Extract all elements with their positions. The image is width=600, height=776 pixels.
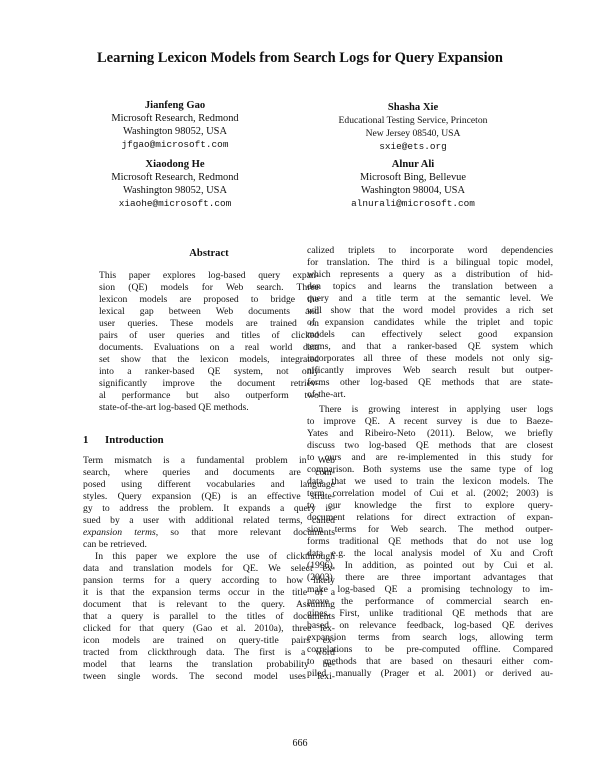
body-line: styles. Query expansion (QE) is an effective strate- [83,491,335,502]
body-line: clicked for that query (Gao et al. 2010a), three lex- [83,623,335,634]
abstract-line: set show that the lexicon models, integrated [99,354,319,365]
author-name: Alnur Ali [391,159,435,170]
abstract-line: into a ranker-based QE system, not only [99,366,319,377]
page-number: 666 [292,738,308,749]
body-line: correlations to be pre-computed offline. Compared [307,644,553,655]
author-address: Washington 98004, USA [361,185,465,196]
body-line: comparison. Both systems use the same type of log [307,464,553,475]
body-line: data e.g. the local analysis model of Xu and Croft [307,548,553,559]
author-block-xie [298,101,528,153]
abstract-line: state-of-the-art log-based QE methods. [99,402,249,413]
abstract-line: pairs of user queries and titles of clicked [99,330,319,341]
body-line: to our knowledge the first to explore query- [307,500,553,511]
body-line: for translation. The third is a bilingual topic model, [307,257,553,268]
author-affiliation: Educational Testing Service, Princeton [338,115,488,126]
body-line: which represents a query as a distribution of hid- [307,269,553,280]
author-email: xiaohe@microsoft.com [118,198,232,209]
body-line: There is growing interest in applying user logs [319,404,553,415]
author-name: Shasha Xie [387,102,439,113]
body-line: sued by a user with additional related terms, called [83,515,335,526]
body-line: document relations for direct extraction of expan- [307,512,553,523]
abstract-line: sion (QE) models for Web search. Three [99,282,319,293]
body-line: nificantly improves Web search result but outper- [307,365,553,376]
author-block-he [60,158,290,210]
body-line: document that is relevant to the query. Assuming [83,599,335,610]
abstract-line: al performance but also outperform two [99,390,319,401]
body-line: tween single words. The second model uses lexi- [83,671,335,682]
body-line: query and a title term at the semantic level. We [307,293,553,304]
body-line: (2003) there are three important advantages that [307,572,553,583]
body-line: prove the performance of commercial search en- [307,596,553,607]
author-name: Xiaodong He [145,159,205,170]
section-number: 1 [83,434,89,446]
body-line: it is that the expansion terms occur in the title of a [83,587,335,598]
body-line: (1996). In addition, as pointed out by Cui et al. [307,560,553,571]
author-name: Jianfeng Gao [144,100,206,111]
body-line: term correlation model of Cui et al. (2002; 2003) is [307,488,553,499]
body-line: of-the-art. [307,389,346,400]
body-fragment: , so that more relevant documents [155,527,335,538]
body-line: piled manually (Prager et al. 2001) or derived au- [307,668,553,679]
italic-term: expansion terms [83,527,156,538]
abstract-line: user queries. These models are trained on [99,318,319,329]
abstract-line: lexical gap between Web documents and [99,306,319,317]
body-line: den topics and learns the translation between a [307,281,553,292]
author-email: jfgao@microsoft.com [121,139,229,150]
body-line: incorporates all three of these models not only sig- [307,353,553,364]
body-line [83,527,335,539]
body-line: data that we used to train the lexicon models. The [307,476,553,487]
body-line: that a query is parallel to the titles of documents [83,611,335,622]
author-affiliation: Microsoft Bing, Bellevue [360,172,466,183]
body-line: to improve QE. A recent survey is due to Baeze- [307,416,553,427]
author-email: sxie@ets.org [379,141,447,152]
body-line: forms traditional QE methods that do not use log [307,536,553,547]
body-line: Term mismatch is a fundamental problem in Web [83,455,335,466]
body-line: calized triplets to incorporate word dependencies [307,245,553,256]
body-line: search, where queries and documents are com- [83,467,335,478]
author-block-gao [60,99,290,151]
body-line: terms, and that a ranker-based QE system which [307,341,553,352]
body-line: can be retrieved. [83,539,147,550]
author-address: New Jersey 08540, USA [365,128,461,139]
body-line: based on relevance feedback, log-based QE derives [307,620,553,631]
author-affiliation: Microsoft Research, Redmond [111,172,239,183]
author-email: alnurali@microsoft.com [351,198,475,209]
body-line: icon models are trained on query-title pairs ex- [83,635,335,646]
body-line: make log-based QE a promising technology to im- [307,584,553,595]
abstract-line: This paper explores log-based query expan- [99,270,319,281]
body-line: discuss two log-based QE methods that are closest [307,440,553,451]
body-line: In this paper we explore the use of clickthrough [95,551,335,562]
author-affiliation: Microsoft Research, Redmond [111,113,239,124]
body-line: posed using different vocabularies and language [83,479,335,490]
abstract-line: lexicon models are proposed to bridge the [99,294,319,305]
body-line: Yates and Ribeiro-Neto (2011). Below, we briefly [307,428,553,439]
body-line: gy to address the problem. It expands a query is- [83,503,335,514]
section-heading-introduction [83,434,164,446]
body-line: model that learns the translation probability be- [83,659,335,670]
body-line: to methods that are based on thesauri either com- [307,656,553,667]
body-line: tracted from clickthrough data. The first is a word [83,647,335,658]
author-address: Washington 98052, USA [123,185,227,196]
abstract-heading: Abstract [189,248,229,259]
author-block-ali [298,158,528,210]
body-line: of expansion candidates while the triplet and topic [307,317,553,328]
body-line: forms other log-based QE methods that are state- [307,377,553,388]
author-address: Washington 98052, USA [123,126,227,137]
paper-title: Learning Lexicon Models from Search Logs for Query Expansion [96,50,503,66]
body-line: expansion terms from search logs, allowing term [307,632,553,643]
body-line: will show that the word model provides a rich set [307,305,553,316]
body-line: pansion terms for a query according to how likely [83,575,335,586]
abstract-line: significantly improve the document retriev- [99,378,319,389]
body-line: to ours and are re-implemented in this study for [307,452,553,463]
section-title: Introduction [105,434,164,446]
abstract-line: documents. Evaluations on a real world data [99,342,319,353]
body-line: sion terms for Web search. The method outper- [307,524,553,535]
body-line: models can effectively select good expansion [307,329,553,340]
body-line: gines. First, unlike traditional QE methods that are [307,608,553,619]
body-line: data and translation models for QE. We select ex- [83,563,335,574]
